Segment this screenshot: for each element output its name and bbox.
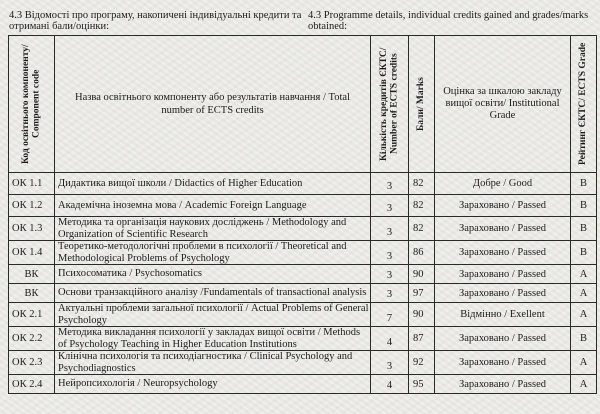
table-row xyxy=(9,173,597,195)
credits-value: 3 xyxy=(371,217,409,241)
section-heading-en: 4.3 Programme details, individual credits gained and grades/marks obtained: xyxy=(308,10,589,32)
ects-grade: B xyxy=(571,241,597,265)
table-row xyxy=(9,351,597,375)
credits-value: 3 xyxy=(371,241,409,265)
component-code: ОК 1.2 xyxy=(9,195,55,217)
marks-value: 82 xyxy=(409,195,435,217)
ects-grade: A xyxy=(571,375,597,394)
col-header-marks: Бали/ Marks xyxy=(409,36,435,173)
credits-value: 4 xyxy=(371,375,409,394)
component-name: Методика викладання психології у закладах вищої освіти / Methods of Psychology Teaching in Higher Education Institutions xyxy=(55,327,371,351)
credits-value: 3 xyxy=(371,265,409,284)
ects-grade: B xyxy=(571,195,597,217)
marks-value: 92 xyxy=(409,351,435,375)
credits-value: 4 xyxy=(371,327,409,351)
component-name: Психосоматика / Psychosomatics xyxy=(55,265,371,284)
institutional-grade: Зараховано / Passed xyxy=(435,241,571,265)
ects-grade: A xyxy=(571,284,597,303)
component-name: Актуальні проблеми загальної психології / Actual Problems of General Psychology xyxy=(55,303,371,327)
institutional-grade: Зараховано / Passed xyxy=(435,265,571,284)
component-name: Клінічна психологія та психодіагностика / Clinical Psychology and Psychodiagnostics xyxy=(55,351,371,375)
col-header-ects: Рейтинг ЄКТС/ ECTS Grade xyxy=(571,36,597,173)
institutional-grade: Зараховано / Passed xyxy=(435,217,571,241)
programme-table xyxy=(8,35,597,394)
table-row xyxy=(9,327,597,351)
marks-value: 90 xyxy=(409,303,435,327)
ects-grade: A xyxy=(571,265,597,284)
component-code: ОК 1.4 xyxy=(9,241,55,265)
table-row xyxy=(9,195,597,217)
ects-grade: A xyxy=(571,303,597,327)
institutional-grade: Зараховано / Passed xyxy=(435,284,571,303)
credits-value: 3 xyxy=(371,173,409,195)
ects-grade: B xyxy=(571,173,597,195)
table-row xyxy=(9,265,597,284)
credits-value: 3 xyxy=(371,195,409,217)
component-name: Методика та організація наукових досліджень / Methodology and Organization of Scientific Research xyxy=(55,217,371,241)
section-heading-uk: 4.3 Відомості про програму, накопичені індивідуальні кредити та отримані бали/оцінки: xyxy=(9,10,302,32)
col-header-grade: Оцінка за шкалою закладу вищої освіти/ Institutional Grade xyxy=(435,36,571,173)
component-code: ОК 2.1 xyxy=(9,303,55,327)
table-row xyxy=(9,303,597,327)
table-row xyxy=(9,375,597,394)
component-name: Теоретико-методологічні проблеми в психології / Theoretical and Methodological Problems of Psychology xyxy=(55,241,371,265)
marks-value: 82 xyxy=(409,173,435,195)
component-code: ВК xyxy=(9,284,55,303)
institutional-grade: Відмінно / Exellent xyxy=(435,303,571,327)
credits-value: 7 xyxy=(371,303,409,327)
ects-grade: A xyxy=(571,351,597,375)
institutional-grade: Зараховано / Passed xyxy=(435,375,571,394)
ects-grade: B xyxy=(571,217,597,241)
marks-value: 90 xyxy=(409,265,435,284)
col-header-name: Назва освітнього компоненту або результатів навчання / Total number of ECTS credits xyxy=(55,36,371,173)
institutional-grade: Добре / Good xyxy=(435,173,571,195)
credits-value: 3 xyxy=(371,284,409,303)
institutional-grade: Зараховано / Passed xyxy=(435,327,571,351)
credits-value: 3 xyxy=(371,351,409,375)
component-code: ВК xyxy=(9,265,55,284)
table-header-row xyxy=(9,36,597,173)
institutional-grade: Зараховано / Passed xyxy=(435,195,571,217)
component-name: Дидактика вищої школи / Didactics of Higher Education xyxy=(55,173,371,195)
marks-value: 86 xyxy=(409,241,435,265)
component-name: Нейропсихологія / Neuropsychology xyxy=(55,375,371,394)
marks-value: 82 xyxy=(409,217,435,241)
component-name: Академічна іноземна мова / Academic Foreign Language xyxy=(55,195,371,217)
component-name: Основи транзакційного аналізу /Fundamentals of transactional analysis xyxy=(55,284,371,303)
component-code: ОК 1.3 xyxy=(9,217,55,241)
component-code: ОК 2.4 xyxy=(9,375,55,394)
col-header-code: Код освітнього компоненту/ Component code xyxy=(9,36,55,173)
marks-value: 87 xyxy=(409,327,435,351)
institutional-grade: Зараховано / Passed xyxy=(435,351,571,375)
component-code: ОК 1.1 xyxy=(9,173,55,195)
marks-value: 95 xyxy=(409,375,435,394)
table-row xyxy=(9,284,597,303)
component-code: ОК 2.3 xyxy=(9,351,55,375)
ects-grade: B xyxy=(571,327,597,351)
component-code: ОК 2.2 xyxy=(9,327,55,351)
table-row xyxy=(9,217,597,241)
table-row xyxy=(9,241,597,265)
marks-value: 97 xyxy=(409,284,435,303)
col-header-credits: Кількість кредитів ЄКТС/ Number of ECTS credits xyxy=(371,36,409,173)
